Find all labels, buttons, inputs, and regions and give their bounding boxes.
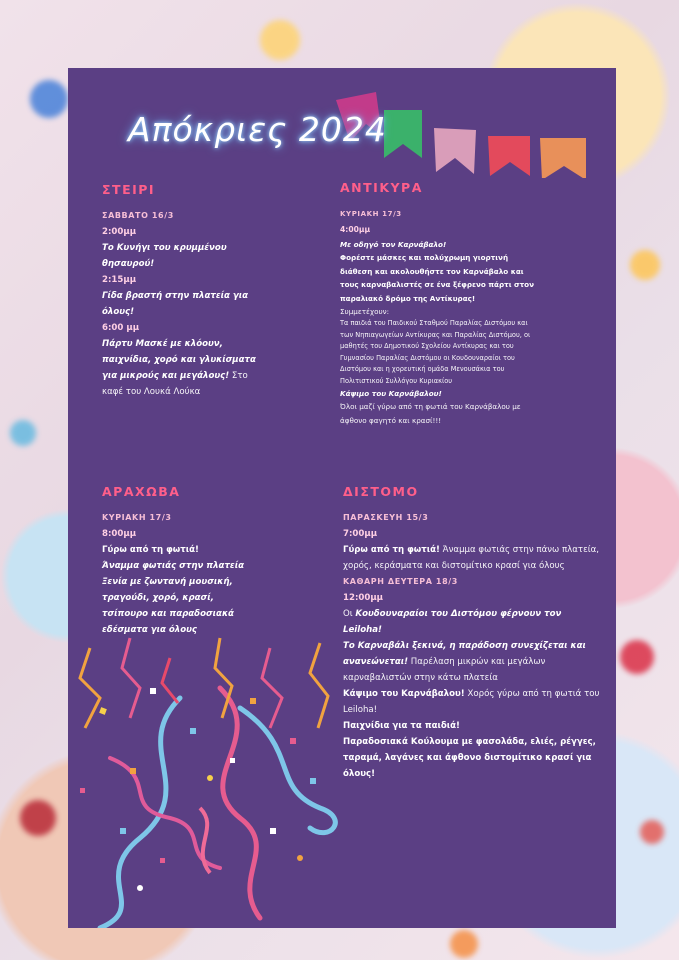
event-text: Παρέλαση μικρών και μεγάλων καρναβαλιστών στην κάτω πλατεία <box>343 657 546 683</box>
event-time: 2:00μμ <box>102 227 137 237</box>
city-heading: ΣΤΕΙΡΙ <box>102 182 156 197</box>
event-time: 2:15μμ <box>102 275 137 285</box>
event-text: Οι <box>343 609 356 619</box>
page-title: Απόκριες 2024 <box>128 110 387 149</box>
bokeh-light <box>10 420 36 446</box>
event-text: Χορός γύρω από τη φωτιά του Leiloha! <box>343 689 600 715</box>
event-date: ΣΑΒΒΑΤΟ 16/3 <box>102 211 174 220</box>
event-text: Φορέστε μάσκες και πολύχρωμη γιορτινή διάθεση και ακολουθήστε τον Καρνάβαλο και τους καρναβαλιστές σε ένα ξέφρενο πάρτι στον παραλιακό δρόμο της Αντίκυρας! <box>340 253 535 303</box>
event-text: Γίδα βραστή στην πλατεία για όλους! <box>102 291 249 317</box>
event-date: ΠΑΡΑΣΚΕΥΗ 15/3 <box>343 513 429 522</box>
bokeh-light <box>450 930 478 958</box>
event-text: Κάψιμο του Καρνάβαλου! <box>343 689 465 699</box>
event-text: Παραδοσιακά Κούλουμα με φασολάδα, ελιές, ρέγγες, ταραμά, λαγάνες και άφθονο διστομίτικο κρασί για όλους! <box>343 737 596 779</box>
participants-label: Συμμετέχουν: <box>340 307 390 316</box>
event-date: ΚΥΡΙΑΚΗ 17/3 <box>340 210 402 218</box>
event-date: ΚΥΡΙΑΚΗ 17/3 <box>102 513 172 522</box>
bokeh-light <box>260 20 300 60</box>
event-text: Πάρτυ Μασκέ με κλόουν, παιχνίδια, χορό και γλυκίσματα για μικρούς και μεγάλους! <box>102 339 256 381</box>
event-date: ΚΑΘΑΡΗ ΔΕΥΤΕΡΑ 18/3 <box>343 577 458 586</box>
section-distomo <box>343 484 603 782</box>
event-text: Το Καρναβάλι ξεκινά, η παράδοση συνεχίζεται και ανανεώνεται! <box>343 641 586 667</box>
event-text: Άναμμα φωτιάς στην πάνω πλατεία, χορός, κεράσματα και διστομίτικο κρασί για όλους <box>343 545 600 571</box>
event-text: Γύρω από τη φωτιά! <box>102 545 199 555</box>
event-text: Γύρω από τη φωτιά! <box>343 545 440 555</box>
event-text: Παιχνίδια για τα παιδιά! <box>343 721 460 731</box>
bokeh-light <box>630 250 660 280</box>
confetti-streamers-icon <box>70 628 350 928</box>
event-time: 7:00μμ <box>343 529 378 539</box>
section-arachova <box>102 484 262 638</box>
bokeh-light <box>30 80 68 118</box>
event-text: Κουδουναραίοι του Διστόμου φέρνουν τον Leiloha! <box>343 609 562 635</box>
event-text: Με οδηγό τον Καρνάβαλο! <box>340 240 447 249</box>
event-text: Όλοι μαζί γύρω από τη φωτιά του Καρνάβαλου με άφθονο φαγητό και κρασί!!! <box>340 402 521 425</box>
bokeh-light <box>20 800 56 836</box>
bokeh-light <box>620 640 654 674</box>
section-steiri <box>102 182 270 400</box>
bokeh-light <box>640 820 664 844</box>
city-heading: ΑΝΤΙΚΥΡΑ <box>340 180 423 195</box>
city-heading: ΑΡΑΧΩΒΑ <box>102 484 181 499</box>
event-text: Άναμμα φωτιάς στην πλατεία Ξενία με ζωντανή μουσική, τραγούδι, χορό, κρασί, τσίπουρο και παραδοσιακά εδέσματα για όλους <box>102 561 244 635</box>
event-text: Το Κυνήγι του κρυμμένου θησαυρού! <box>102 243 227 269</box>
event-time: 8:00μμ <box>102 529 137 539</box>
event-time: 6:00 μμ <box>102 323 140 333</box>
event-text: Κάψιμο του Καρνάβαλου! <box>340 389 442 398</box>
city-heading: ΔΙΣΤΟΜΟ <box>343 484 419 499</box>
event-time: 12:00μμ <box>343 593 384 603</box>
event-time: 4:00μμ <box>340 225 371 234</box>
section-antikyra <box>340 180 540 427</box>
participants-text: Τα παιδιά του Παιδικού Σταθμού Παραλίας Διστόμου και των Νηπιαγωγείων Αντίκυρας και Παραλίας Διστόμου, οι μαθητές του Δημοτικού Σχολείου Αντίκυρας και του Γυμνασίου Παραλίας Διστόμου οι Κουδουναραίοι του Διστόμου και η χορευτική ομάδα Μενουσάκια του Πολιτιστικού Συλλόγου Κυριακίου <box>340 319 531 385</box>
event-location: Στο καφέ του Λουκά Λούκα <box>102 371 248 397</box>
